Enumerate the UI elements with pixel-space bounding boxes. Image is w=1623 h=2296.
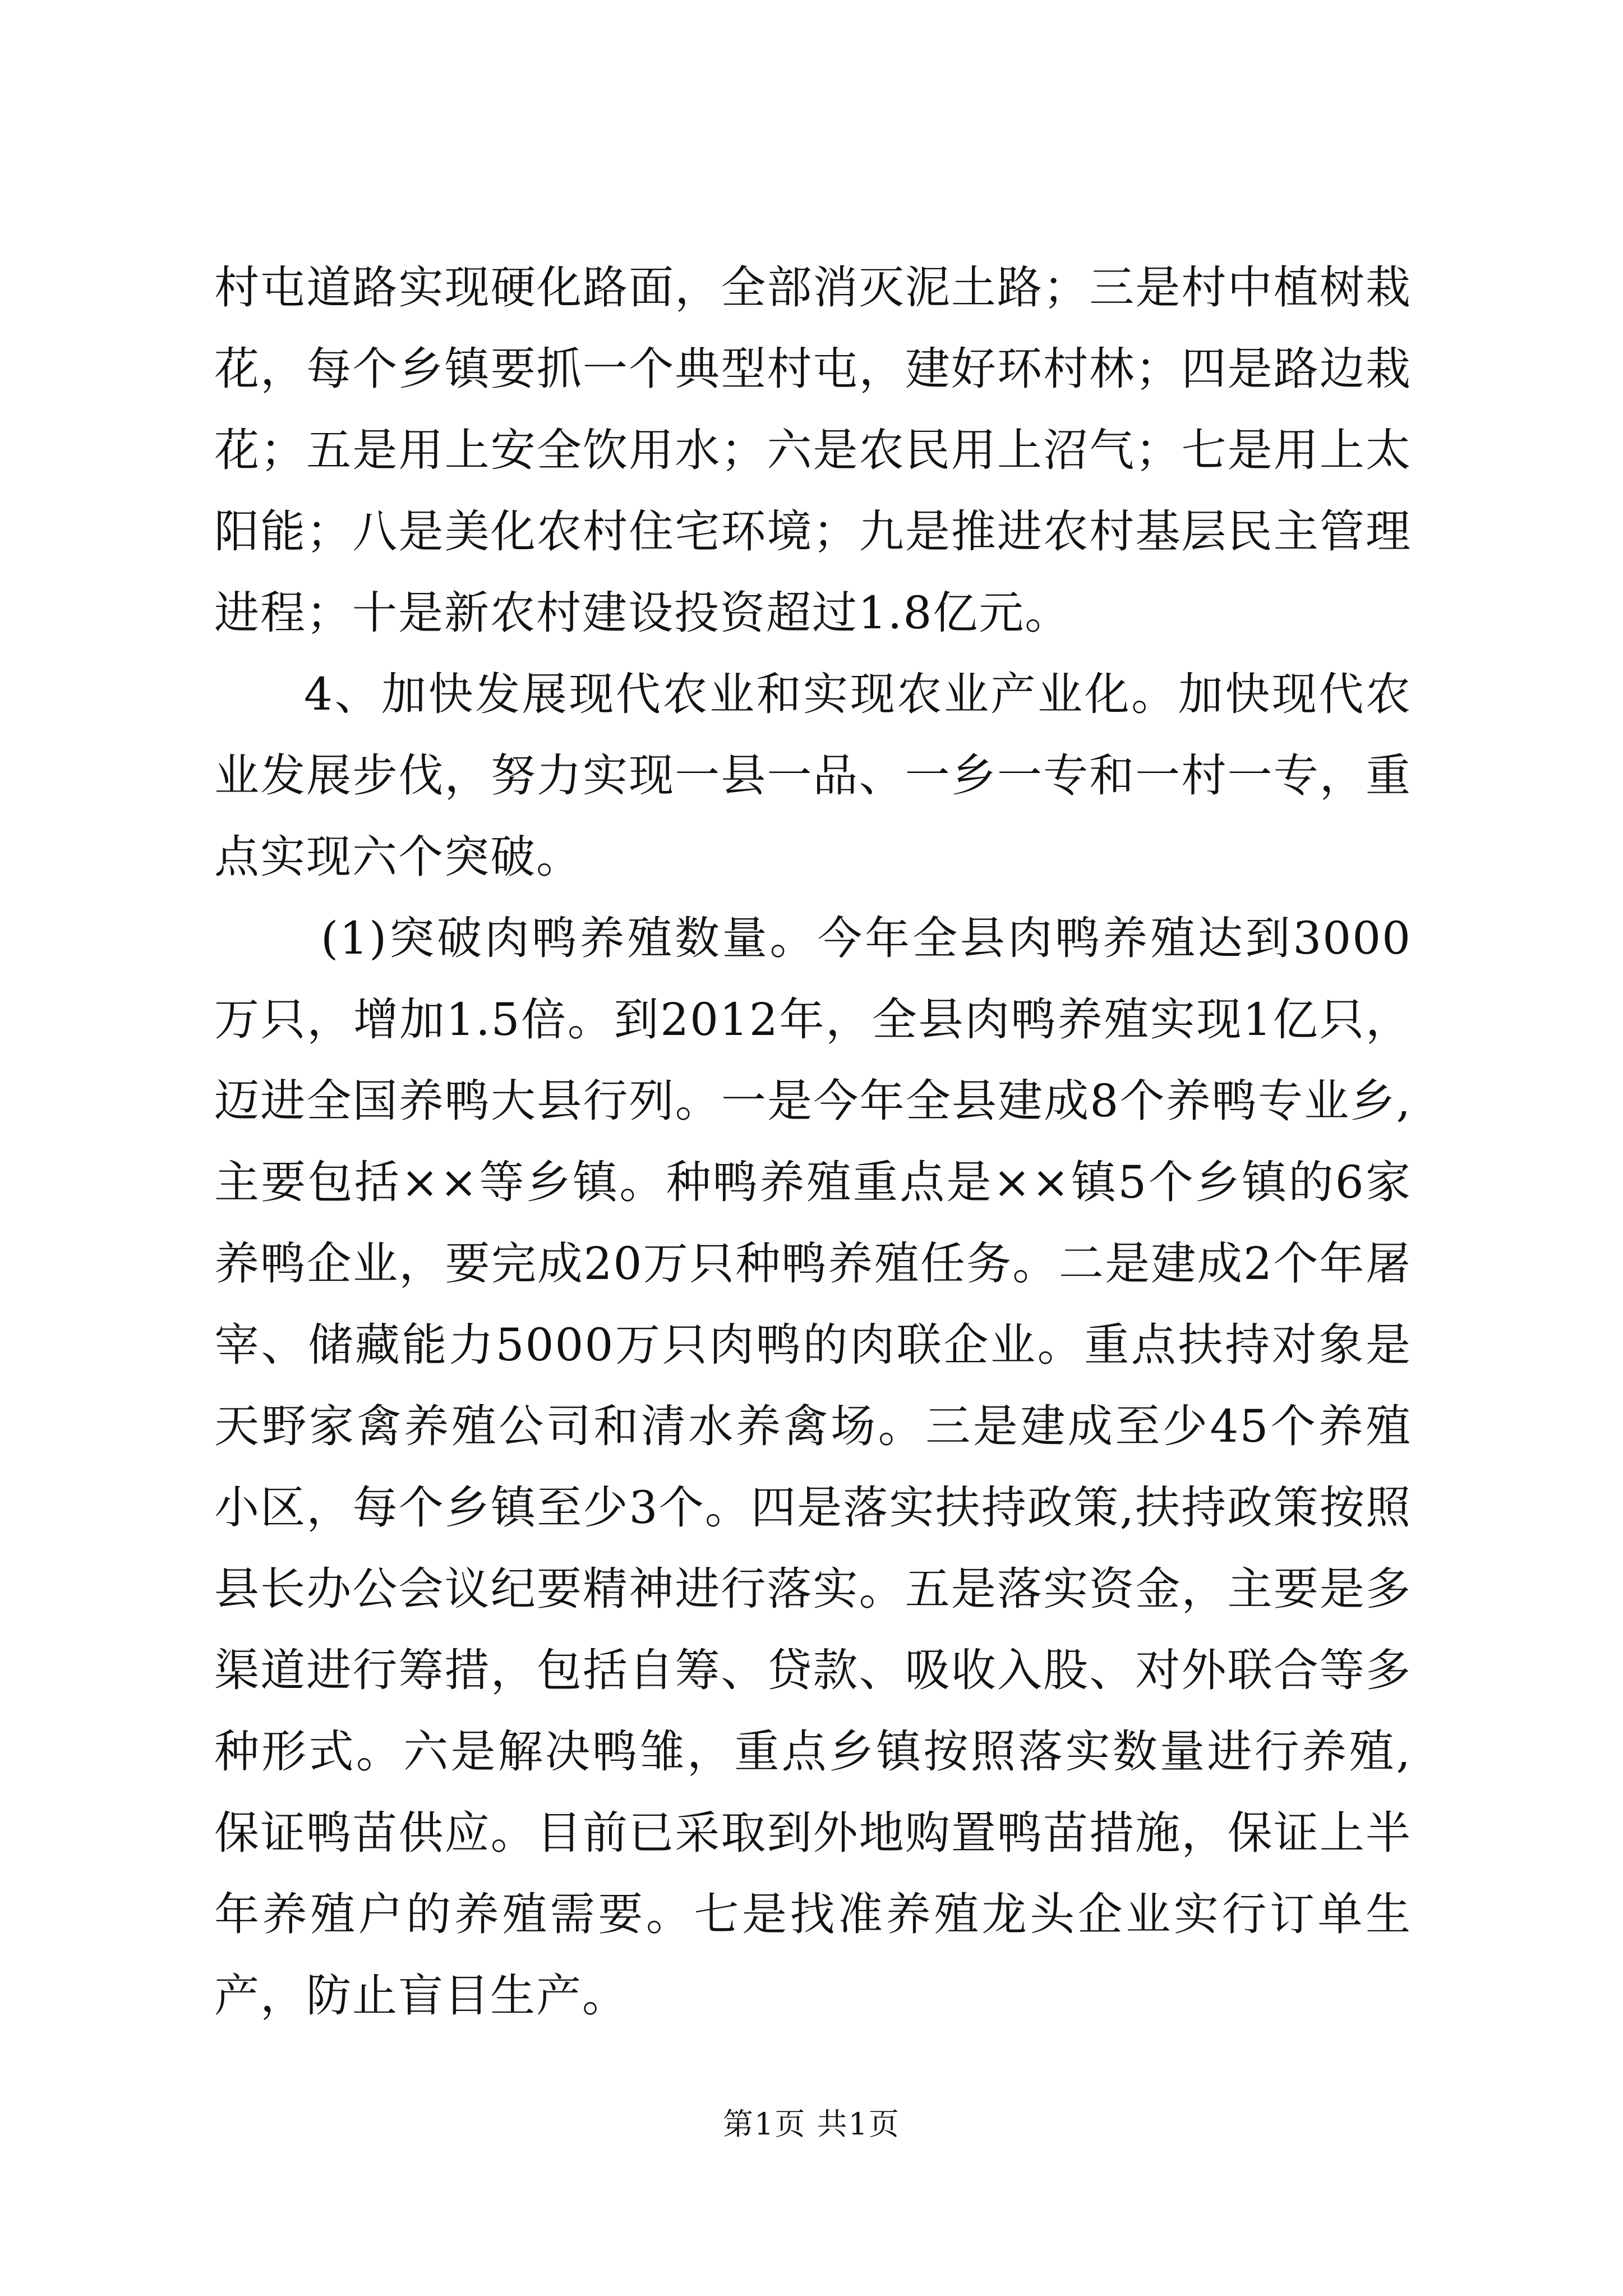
paragraph-subsection-1: (1)突破肉鸭养殖数量。今年全县肉鸭养殖达到3000万只，增加1.5倍。到2012年，全县肉鸭养殖实现1亿只，迈进全国养鸭大县行列。一是今年全县建成8个养鸭专业乡,主要包括××等乡镇。种鸭养殖重点是××镇5个乡镇的6家养鸭企业，要完成20万只种鸭养殖任务。二是建成2个年屠宰、储藏能力5000万只肉鸭的肉联企业。重点扶持对象是天野家禽养殖公司和清水养禽场。三是建成至少45个养殖小区，每个乡镇至少3个。四是落实扶持政策,扶持政策按照县长办公会议纪要精神进行落实。五是落实资金，主要是多渠道进行筹措，包括自筹、贷款、吸收入股、对外联合等多种形式。六是解决鸭雏，重点乡镇按照落实数量进行养殖,保证鸭苗供应。目前已采取到外地购置鸭苗措施，保证上半年养殖户的养殖需要。七是找准养殖龙头企业实行订单生产，防止盲目生产。 (214, 912, 1412, 2022)
page-footer: 第1页 共1页 (723, 2106, 900, 2142)
document-body (214, 247, 1412, 2036)
paragraph-continuation: 村屯道路实现硬化路面，全部消灭泥土路；三是村中植树栽花，每个乡镇要抓一个典型村屯，建好环村林；四是路边栽花；五是用上安全饮用水；六是农民用上沼气；七是用上太阳能；八是美化农村住宅环境；九是推进农村基层民主管理进程；十是新农村建设投资超过1.8亿元。 (214, 261, 1412, 639)
paragraph-section-4: 4、加快发展现代农业和实现农业产业化。加快现代农业发展步伐，努力实现一县一品、一乡一专和一村一专，重点实现六个突破。 (214, 668, 1412, 883)
